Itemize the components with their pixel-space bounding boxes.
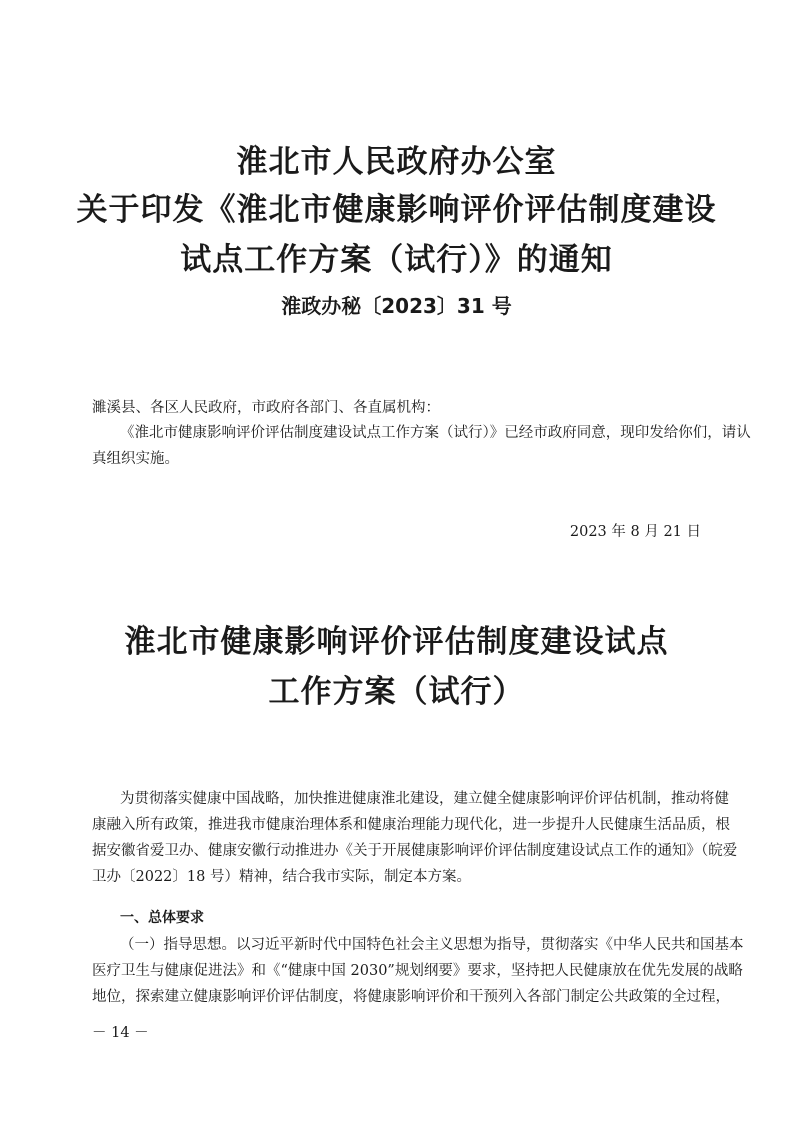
notice-body-line: 真组织实施。 (92, 451, 179, 467)
issue-date: 2023 年 8 月 21 日 (569, 524, 701, 540)
plan-intro-paragraph (92, 786, 738, 890)
section-1-line: （一）指导思想。以习近平新时代中国特色社会主义思想为指导，贯彻落实《中华人民共和国基本 (120, 937, 744, 953)
plan-title-line-2: 工作方案（试行） (268, 674, 525, 710)
notice-title-line-3: 试点工作方案（试行）》的通知 (180, 242, 613, 278)
page-number: － 14 － (92, 1025, 149, 1041)
section-1-line: 医疗卫生与健康促进法》和《“健康中国 2030”规划纲要》要求，坚持把人民健康放在优先发展的战略 (92, 963, 743, 979)
intro-line: 为贯彻落实健康中国战略，加快推进健康淮北建设，建立健全健康影响评价评估机制，推动将健 (120, 791, 729, 807)
intro-line: 康融入所有政策，推进我市健康治理体系和健康治理能力现代化，进一步提升人民健康生活品质，根 (92, 817, 730, 833)
intro-line: 卫办〔2022〕18 号）精神，结合我市实际，制定本方案。 (92, 869, 471, 885)
intro-line: 据安徽省爱卫办、健康安徽行动推进办《关于开展健康影响评价评估制度建设试点工作的通知》（皖爱 (92, 843, 738, 859)
guiding-ideology-paragraph (92, 932, 744, 1010)
addressee: 濉溪县、各区人民政府，市政府各部门、各直属机构： (92, 400, 440, 416)
notice-title-line-1: 淮北市人民政府办公室 (236, 144, 557, 180)
section-heading-general-requirements: 一、总体要求 (120, 910, 204, 926)
notice-title-line-2: 关于印发《淮北市健康影响评价评估制度建设 (76, 192, 717, 228)
document-number: 淮政办秘〔2023〕31 号 (281, 294, 512, 318)
section-1-line: 地位，探索建立健康影响评价评估制度，将健康影响评价和干预列入各部门制定公共政策的全过程， (92, 989, 730, 1005)
notice-body (92, 420, 751, 472)
plan-title-line-1: 淮北市健康影响评价评估制度建设试点 (124, 624, 669, 660)
notice-body-line: 《淮北市健康影响评价评估制度建设试点工作方案（试行）》已经市政府同意，现印发给你们，请认 (120, 425, 751, 441)
